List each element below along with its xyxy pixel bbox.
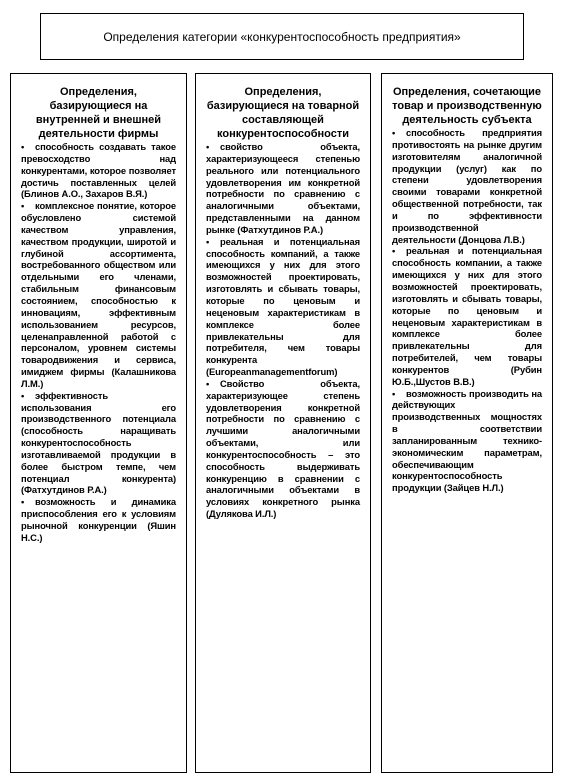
definition-item: • способность создавать такое превосходство над конкурентами, которое позволяет достичь поставленных целей (Блинов А.О., Захаров В.Я.) (21, 141, 176, 200)
column-internal-external (10, 73, 187, 773)
bullet-icon: • (206, 235, 210, 247)
column-product-component (195, 73, 371, 773)
bullet-icon: • (21, 200, 25, 212)
definition-item: • возможность и динамика приспособления его к условиям рыночной конкуренции (Яшин Н.С.) (21, 496, 176, 543)
definition-list (206, 141, 360, 520)
definition-item: • комплексное понятие, которое обусловлено системой качеством управления, качеством продукции, широтой и глубиной ассортимента, востребованного обществом или отдельными его членами, стабильным финансовым состоянием, способностью к инновациям, эффективным использованием ресурсов, целенаправленной работой с персоналом, уровнем системы товародвижения и сервиса, имиджем фирмы (Калашникова Л.М.) (21, 200, 176, 389)
definition-list (21, 141, 176, 544)
column-heading: Определения, базирующиеся на внутренней и внешней деятельности фирмы (35, 86, 162, 140)
definition-list (392, 127, 542, 494)
bullet-icon: • (392, 245, 396, 257)
definition-item: • реальная и потенциальная способность компаний, а также имеющихся у них для этого возможностей проектировать, изготовлять и сбывать товары, которые по ценовым и неценовым характеристикам в комплексе более привлекательны для потребителя, чем товары конкурента (Europeanmanagementforum) (206, 235, 360, 378)
bullet-icon: • (21, 496, 25, 508)
bullet-icon: • (206, 377, 210, 389)
bullet-icon: • (21, 141, 25, 152)
definition-item: • Свойство объекта, характеризующее степень удовлетворения конкретной потребности по сравнению с лучшими аналогичными объектами, или конкурентоспособность – это способность выдерживать конкуренцию в сравнении с аналогичными объектами в условиях конкретного рынка (Дулякова И.Л.) (206, 377, 360, 520)
diagram-title: Определения категории «конкурентоспособность предприятия» (40, 13, 524, 60)
definition-item: • реальная и потенциальная способность компании, а также имеющихся у них для этого возможностей проектировать, изготовлять и сбывать товары, которые по ценовым и неценовым характеристикам в комплексе более привлекательны для потребителей, чем товары конкурентов (Рубин Ю.Б.,Шустов В.В.) (392, 245, 542, 387)
definition-item: • эффективность использования его производственного потенциала (способность наращивать конкурентоспособность изготавливаемой продукции в более быстром темпе, чем потенциал конкурента) (Фатхутдинов Р.А.) (21, 389, 176, 496)
column-heading: Определения, сочетающие товар и производственную деятельность субъекта (392, 86, 542, 126)
column-heading: Определения, базирующиеся на товарной составляющей конкурентоспособности (206, 86, 360, 140)
definition-item: • свойство объекта, характеризующееся степенью реального или потенциального удовлетворения им конкретной потребности по сравнению с аналогичными объектами, представленными на данном рынке (Фатхутдинов Р.А.) (206, 141, 360, 235)
bullet-icon: • (392, 387, 396, 399)
column-product-and-production (381, 73, 553, 773)
bullet-icon: • (392, 127, 396, 138)
definition-item: • способность предприятия противостоять на рынке другим изготовителям аналогичной продукции (услуг) как по степени удовлетворения своими товарами конкретной общественной потребности, так и по эффективности производственной деятельности (Донцова Л.В.) (392, 127, 542, 245)
bullet-icon: • (206, 141, 210, 152)
bullet-icon: • (21, 389, 25, 401)
definition-item: • возможность производить на действующих производственных мощностях в соответствии запланированным технико-экономическим параметрам, обеспечивающим конкурентоспособность продукции (Зайцев Н.Л.) (392, 387, 542, 494)
